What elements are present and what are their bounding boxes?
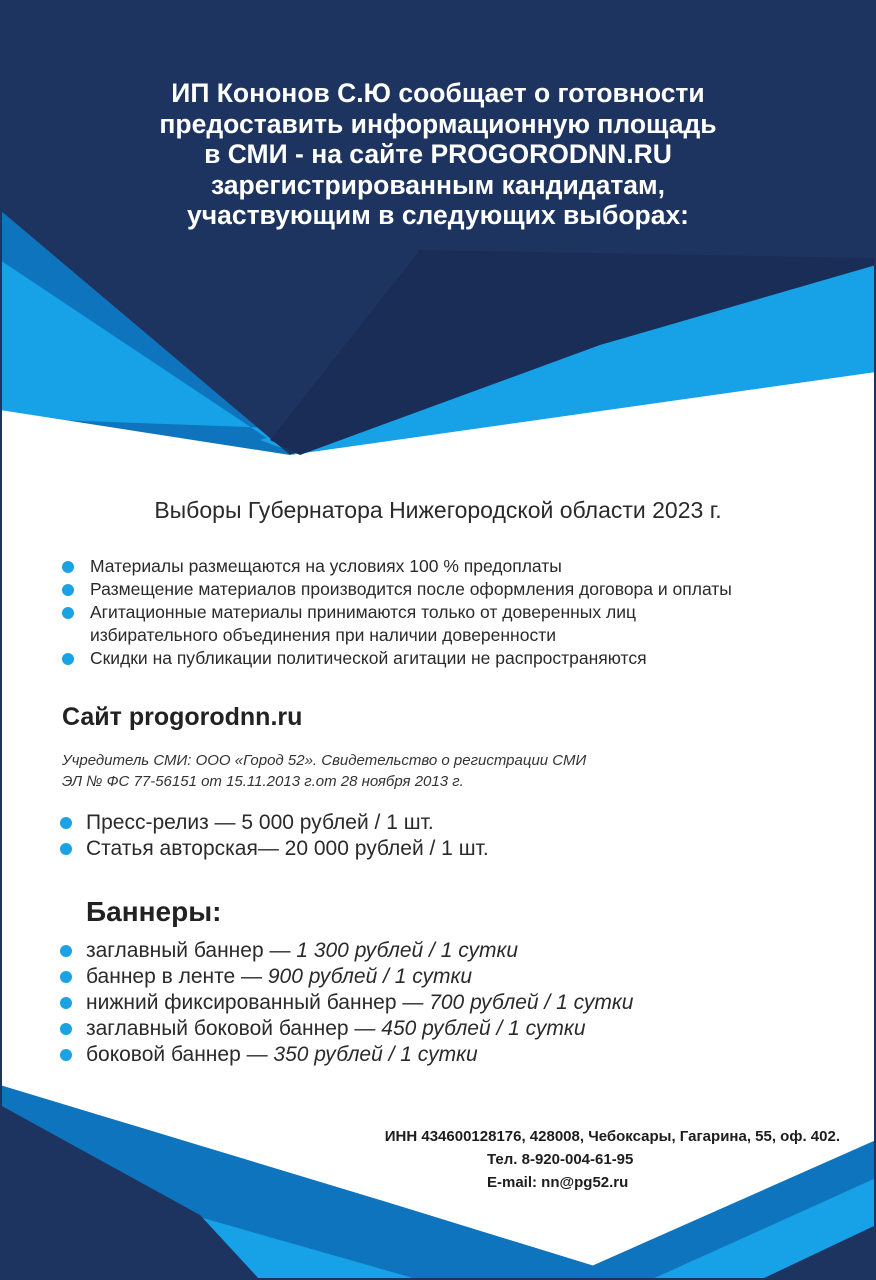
election-title: Выборы Губернатора Нижегородской области 2023 г. <box>154 497 722 523</box>
banner-name: заглавный боковой баннер — <box>86 1017 382 1040</box>
banner-price: 700 рублей / 1 сутки <box>429 991 634 1014</box>
registration-line: Учредитель СМИ: ООО «Город 52». Свидетельство о регистрации СМИ <box>62 752 587 769</box>
title-line: участвующим в следующих выборах: <box>186 200 690 230</box>
banner-price: 1 300 рублей / 1 сутки <box>296 939 519 962</box>
banner-name: боковой баннер — <box>86 1043 274 1066</box>
banner-price: 350 рублей / 1 сутки <box>273 1043 478 1066</box>
email-address: E-mail: nn@pg52.ru <box>487 1174 629 1191</box>
list-item <box>60 1016 850 1042</box>
conditions-list <box>60 555 850 670</box>
announcement-title <box>60 78 816 231</box>
list-item <box>60 990 850 1016</box>
banner-price: 900 рублей / 1 сутки <box>267 965 473 988</box>
banner-name: нижний фиксированный баннер — <box>86 991 430 1014</box>
list-item: Скидки на публикации политической агитации не распространяются <box>60 647 850 670</box>
title-line: зарегистрированным кандидатам, <box>210 169 666 200</box>
list-item: Размещение материалов производится после оформления договора и оплаты <box>60 578 850 601</box>
list-item: Статья авторская— 20 000 рублей / 1 шт. <box>60 836 850 862</box>
list-item: Агитационные материалы принимаются только от доверенных лиц избирательного объединения при наличии доверенности <box>60 601 730 647</box>
list-item <box>60 1042 850 1068</box>
list-item: Материалы размещаются на условиях 100 % предоплаты <box>60 555 850 578</box>
banner-price-list <box>60 938 850 1068</box>
title-line: в СМИ - на сайте PROGORODNN.RU <box>204 139 672 169</box>
list-item: Пресс-релиз — 5 000 рублей / 1 шт. <box>60 810 850 836</box>
list-item <box>60 964 850 990</box>
registration-info <box>62 750 586 792</box>
company-details: ИНН 434600128176, 428008, Чебоксары, Гагарина, 55, оф. 402. <box>384 1128 840 1145</box>
list-item <box>60 938 850 964</box>
banner-name: баннер в ленте — <box>86 965 268 988</box>
phone-number: Тел. 8-920-004-61-95 <box>487 1151 634 1168</box>
title-line: ИП Кононов С.Ю сообщает о готовности <box>171 78 705 108</box>
title-line: предоставить информационную площадь <box>159 108 717 139</box>
banners-heading: Баннеры: <box>86 896 222 927</box>
registration-line: ЭЛ № ФС 77-56151 от 15.11.2013 г.от 28 ноября 2013 г. <box>62 773 464 790</box>
site-price-list <box>60 810 850 861</box>
contact-block <box>300 1125 840 1194</box>
banner-price: 450 рублей / 1 сутки <box>381 1017 586 1040</box>
site-heading: Сайт progorodnn.ru <box>62 703 303 731</box>
banner-name: заглавный баннер — <box>86 939 297 962</box>
